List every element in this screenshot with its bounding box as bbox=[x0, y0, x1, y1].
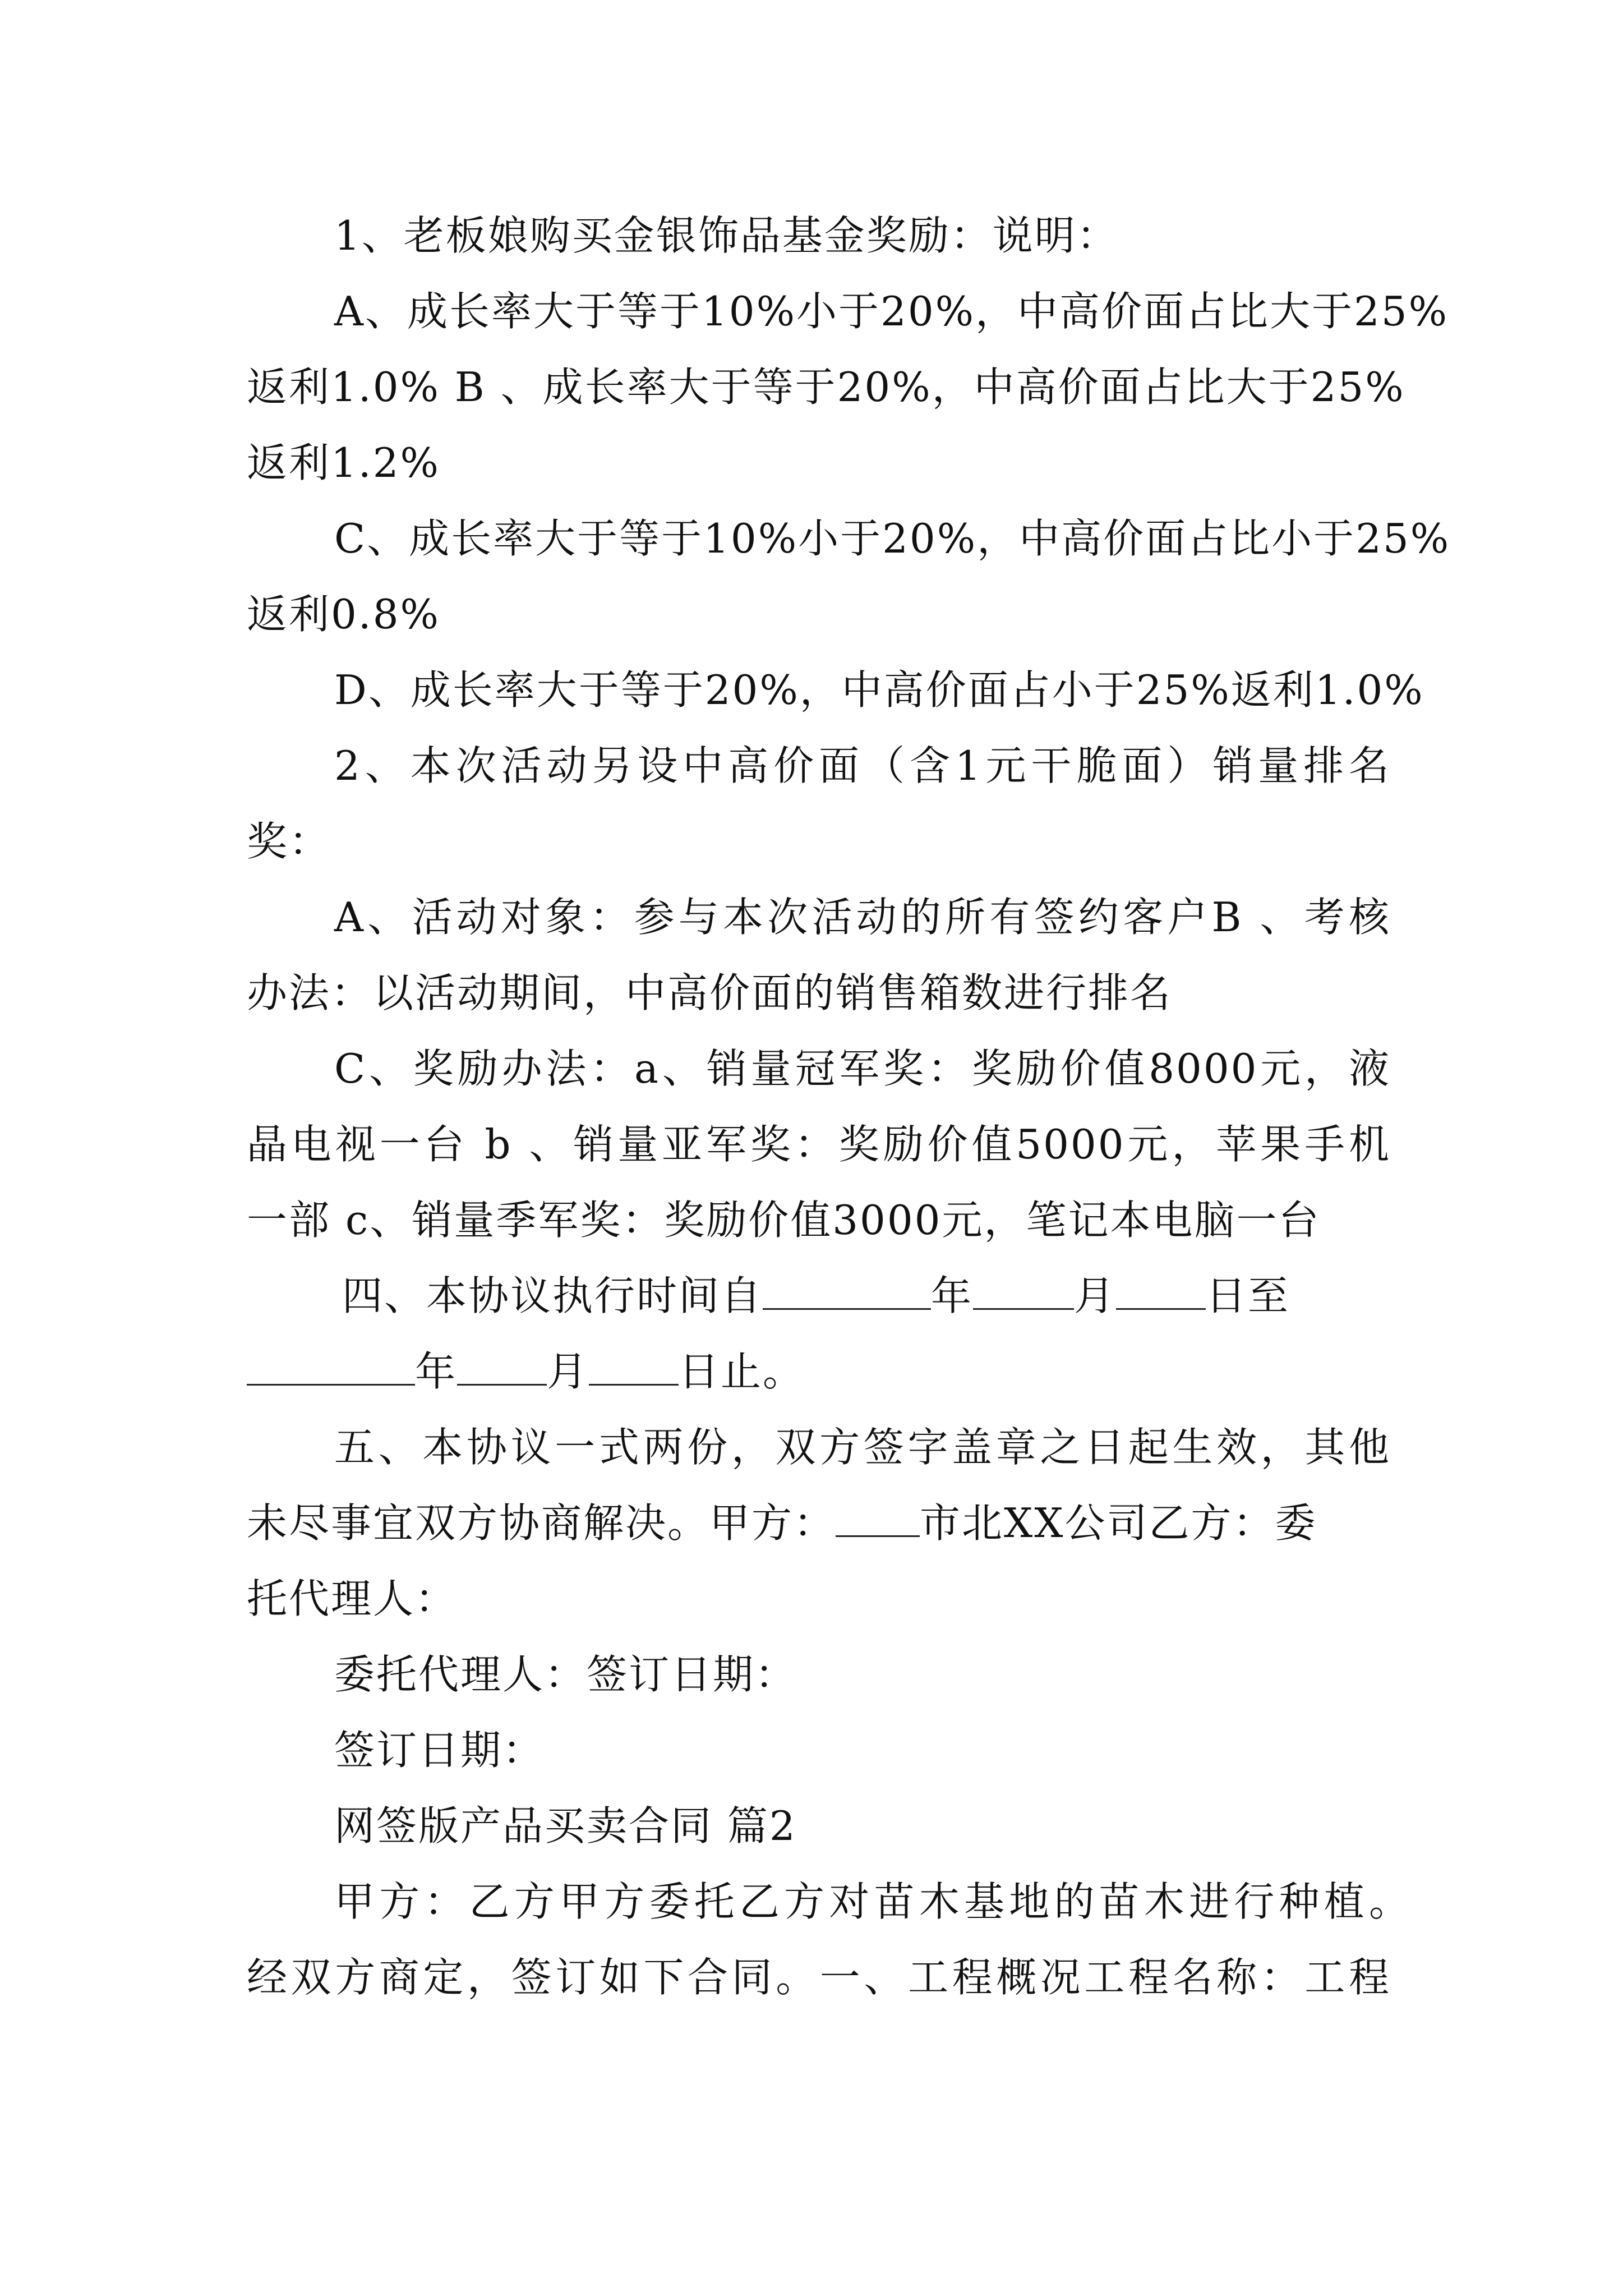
term-line bbox=[342, 1268, 1391, 1324]
term-prefix: 四、本协议执行时间自 bbox=[342, 1272, 763, 1319]
text-line: 晶电视一台 b 、销量亚军奖：奖励价值5000元，苹果手机 bbox=[247, 1121, 1391, 1168]
text-line: 委托代理人：签订日期： bbox=[334, 1651, 797, 1698]
month-blank bbox=[973, 1273, 1074, 1310]
text-line: 签订日期： bbox=[334, 1727, 545, 1774]
section-heading: 网签版产品买卖合同 篇2 bbox=[334, 1802, 797, 1849]
text-line: 返利0.8% bbox=[247, 591, 440, 638]
year-label: 年 bbox=[415, 1348, 458, 1395]
text-line: 五、本协议一式两份，双方签字盖章之日起生效，其他 bbox=[334, 1424, 1391, 1471]
text-line: A、成长率大于等于10%小于20%，中高价面占比大于25% bbox=[334, 288, 1449, 335]
text-line: 奖： bbox=[247, 818, 331, 865]
day-blank bbox=[589, 1349, 679, 1386]
text-line: 办法：以活动期间，中高价面的销售箱数进行排名 bbox=[247, 969, 1173, 1016]
text-line: 经双方商定，签订如下合同。一、工程概况工程名称：工程 bbox=[247, 1954, 1391, 2001]
text-line: 2、本次活动另设中高价面（含1元干脆面）销量排名 bbox=[334, 742, 1391, 789]
text-line: 一部 c、销量季军奖：奖励价值3000元，笔记本电脑一台 bbox=[247, 1197, 1321, 1244]
month-blank bbox=[457, 1349, 547, 1386]
text-line: A、活动对象：参与本次活动的所有签约客户B 、考核 bbox=[334, 894, 1391, 941]
party-a-text: 未尽事宜双方协商解决。甲方： bbox=[247, 1499, 836, 1547]
day-blank bbox=[1116, 1273, 1206, 1310]
term-line-2 bbox=[247, 1343, 1391, 1400]
text-line: 1、老板娘购买金银饰品基金奖励：说明： bbox=[334, 212, 1119, 259]
month-label: 月 bbox=[1074, 1272, 1117, 1319]
year-label: 年 bbox=[931, 1272, 974, 1319]
text-line: D、成长率大于等于20%，中高价面占小于25%返利1.0% bbox=[334, 666, 1424, 714]
text-line: 托代理人： bbox=[247, 1575, 458, 1622]
party-a-blank bbox=[836, 1501, 920, 1537]
year-blank bbox=[763, 1273, 931, 1310]
party-b-text: 市北XX公司乙方：委 bbox=[920, 1499, 1317, 1547]
text-line: C、奖励办法：a、销量冠军奖：奖励价值8000元，液 bbox=[334, 1045, 1391, 1092]
text-line: 甲方：乙方甲方委托乙方对苗木基地的苗木进行种植。 bbox=[334, 1878, 1411, 1925]
year-blank bbox=[247, 1349, 415, 1386]
text-line: 返利1.2% bbox=[247, 439, 440, 486]
text-line: 返利1.0% B 、成长率大于等于20%，中高价面占比大于25% bbox=[247, 364, 1405, 411]
month-label: 月 bbox=[547, 1348, 589, 1395]
party-line bbox=[247, 1495, 1391, 1551]
day-to-label: 日至 bbox=[1206, 1272, 1290, 1319]
text-line: C、成长率大于等于10%小于20%，中高价面占比小于25% bbox=[334, 515, 1451, 562]
end-label: 日止。 bbox=[679, 1348, 805, 1395]
